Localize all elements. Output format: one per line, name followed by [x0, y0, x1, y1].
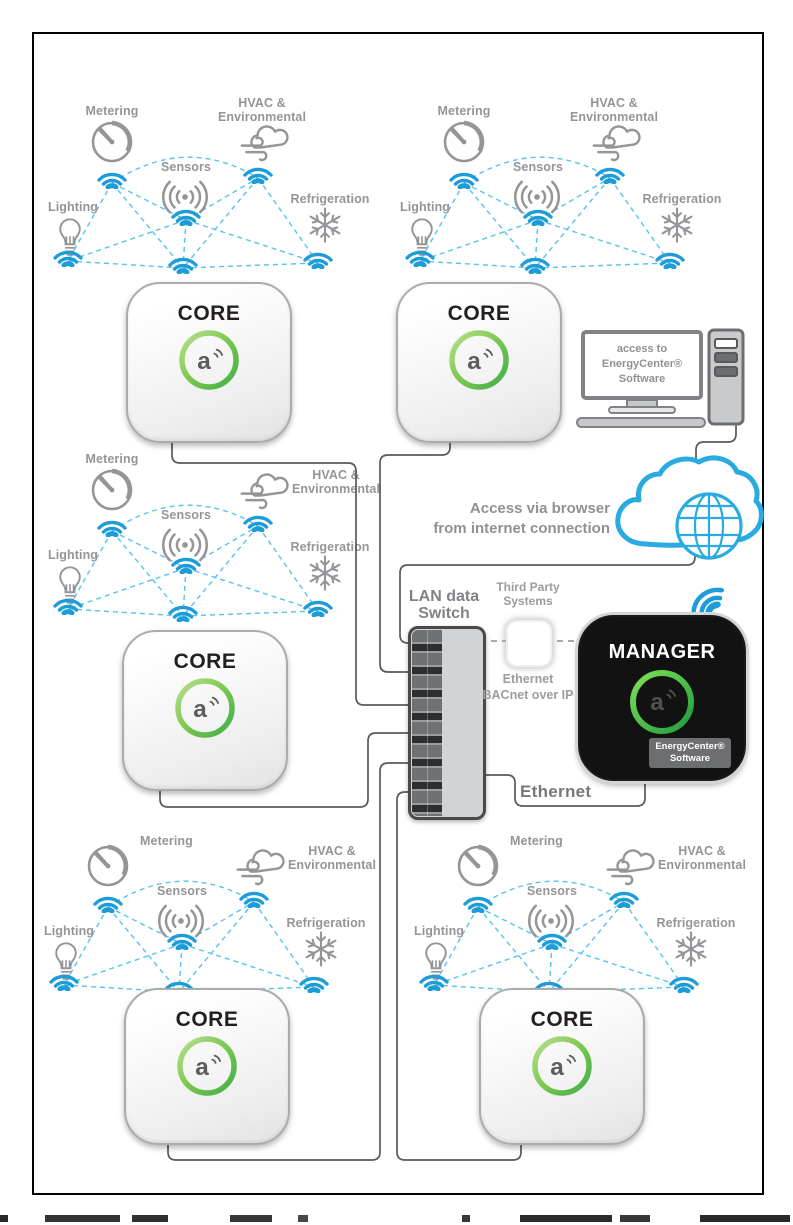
third-party-systems-box: [506, 620, 552, 667]
sensors-label: Sensors: [526, 884, 578, 898]
sensors-label: Sensors: [160, 508, 212, 522]
metering-label: Metering: [85, 452, 139, 466]
cloud-access-caption: Access via browser from internet connection: [433, 500, 610, 537]
refrigeration-label: Refrigeration: [290, 192, 370, 206]
page-edge-print-fragments: [0, 1215, 793, 1222]
computer-screen-text: access to EnergyCenter® Software: [601, 343, 683, 385]
a-wireless-logo-icon: [185, 690, 225, 726]
a-wireless-logo-icon: [459, 342, 499, 378]
a-wireless-logo-icon: [189, 342, 229, 378]
switch-ports: [412, 630, 442, 816]
core-unit-1: [126, 282, 292, 443]
core-unit-3: [122, 630, 288, 791]
core-title: CORE: [447, 302, 511, 325]
core-unit-2: [396, 282, 562, 443]
hvac-label: HVAC & Environmental: [217, 96, 307, 125]
a-wireless-logo-icon: [642, 683, 682, 719]
refrigeration-label: Refrigeration: [642, 192, 722, 206]
sensors-label: Sensors: [512, 160, 564, 174]
refrigeration-label: Refrigeration: [290, 540, 370, 554]
lighting-label: Lighting: [399, 200, 451, 214]
manager-title: MANAGER: [608, 641, 716, 663]
metering-label: Metering: [140, 834, 193, 848]
lighting-label: Lighting: [47, 548, 99, 562]
core-title: CORE: [177, 302, 241, 325]
lighting-label: Lighting: [47, 200, 99, 214]
hvac-label: HVAC & Environmental: [291, 468, 381, 497]
sensors-label: Sensors: [160, 160, 212, 174]
a-wireless-logo-icon: [187, 1048, 227, 1084]
core-title: CORE: [173, 650, 237, 673]
core-unit-5: [479, 988, 645, 1145]
third-party-label: Third Party Systems: [496, 580, 560, 609]
hvac-label: HVAC & Environmental: [287, 844, 377, 873]
lan-data-switch: [408, 626, 486, 820]
internet-cloud-icon: [606, 444, 766, 570]
core-unit-4: [124, 988, 290, 1145]
energycenter-badge: EnergyCenter® Software: [649, 738, 731, 768]
a-wireless-logo-icon: [542, 1048, 582, 1084]
manager-unit: [578, 615, 746, 781]
bacnet-label: Ethernet BACnet over IP: [482, 672, 574, 702]
core-title: CORE: [175, 1008, 239, 1031]
refrigeration-label: Refrigeration: [286, 916, 366, 930]
ethernet-label: Ethernet: [520, 782, 592, 801]
core-title: CORE: [530, 1008, 594, 1031]
hvac-label: HVAC & Environmental: [657, 844, 747, 873]
lighting-label: Lighting: [413, 924, 465, 938]
lighting-label: Lighting: [43, 924, 95, 938]
refrigeration-label: Refrigeration: [656, 916, 736, 930]
lan-switch-label: LAN data Switch: [408, 588, 480, 623]
sensors-label: Sensors: [156, 884, 208, 898]
metering-label: Metering: [437, 104, 491, 118]
metering-label: Metering: [510, 834, 563, 848]
metering-label: Metering: [85, 104, 139, 118]
globe-icon: [677, 494, 741, 558]
hvac-label: HVAC & Environmental: [569, 96, 659, 125]
